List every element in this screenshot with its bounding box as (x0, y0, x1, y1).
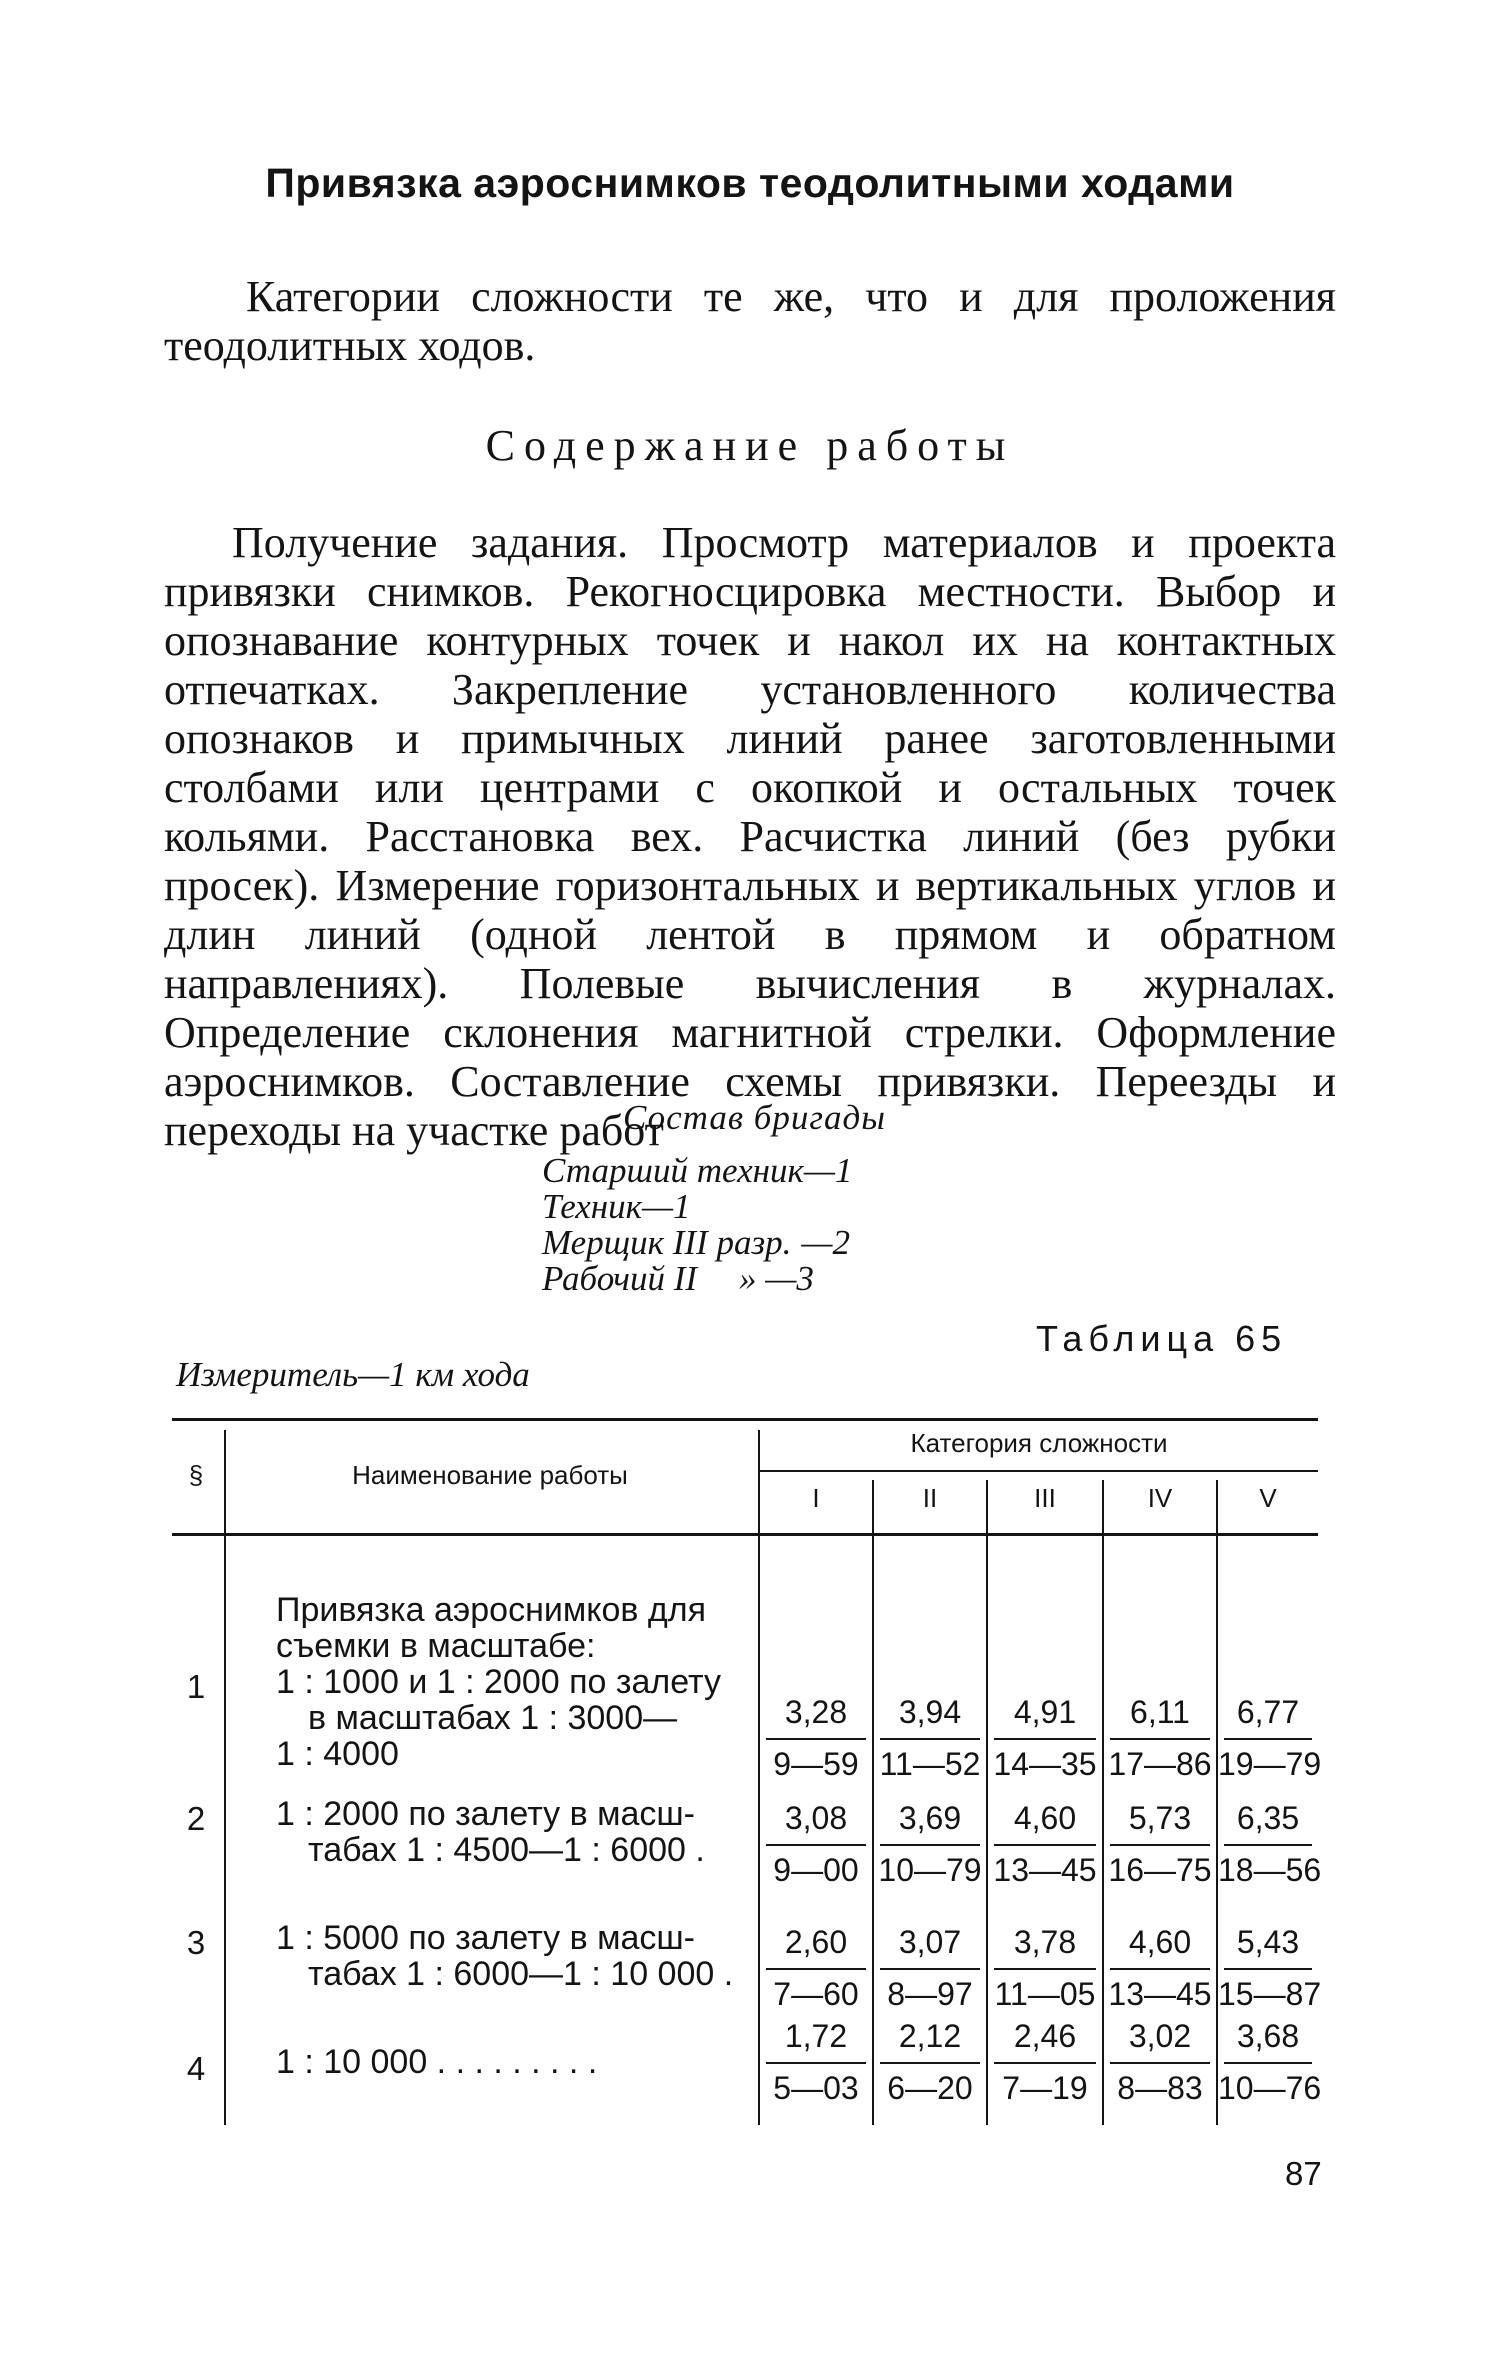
value-top: 6,77 (1236, 1694, 1300, 1730)
row-number: 2 (186, 1800, 206, 1837)
unit-label: Измеритель—1 км хода (176, 1355, 530, 1394)
section-heading: Привязка аэроснимков теодолитными ходами (265, 160, 1235, 206)
crew-count: —1 (803, 1151, 853, 1190)
value-top: 5,43 (1236, 1924, 1300, 1960)
value-bottom: 13—45 (993, 1852, 1097, 1888)
crew-role: Техник (542, 1187, 643, 1226)
fraction-rule (880, 1968, 980, 1970)
fraction-rule (766, 1968, 866, 1970)
value-top: 3,07 (898, 1924, 962, 1960)
col-rule (224, 1430, 226, 2125)
fraction-rule (880, 1844, 980, 1846)
work-name-line: 1 : 4000 (276, 1735, 399, 1773)
value-top: 2,46 (1013, 2018, 1077, 2054)
value-top: 5,73 (1128, 1800, 1192, 1836)
row-number: 4 (186, 2050, 206, 2087)
crew-count: » —3 (739, 1259, 814, 1298)
header-category: V (1259, 1483, 1277, 1513)
crew-role: Старший техник (542, 1151, 804, 1190)
table-label: Таблица 65 (1036, 1318, 1288, 1359)
work-name-line: табах 1 : 6000—1 : 10 000 . (308, 1955, 734, 1993)
value-top: 3,94 (898, 1694, 962, 1730)
fraction-rule (994, 1738, 1096, 1740)
work-intro-line: Привязка аэроснимков для (276, 1591, 706, 1629)
work-name-line: 1 : 1000 и 1 : 2000 по залету (276, 1663, 721, 1701)
value-bottom: 13—45 (1108, 1976, 1212, 2012)
row-number: 1 (186, 1668, 206, 1705)
work-intro-line: съемки в масштабе: (276, 1627, 596, 1665)
value-top: 3,02 (1128, 2018, 1192, 2054)
value-bottom: 8—83 (1117, 2070, 1203, 2106)
value-top: 3,78 (1013, 1924, 1077, 1960)
value-bottom: 7—60 (773, 1976, 859, 2012)
fraction-rule (1110, 2062, 1210, 2064)
crew-row (542, 1225, 850, 1260)
fraction-rule (994, 1968, 1096, 1970)
crew-title: Состав бригады (623, 1098, 886, 1137)
fraction-rule (1224, 2062, 1312, 2064)
work-name-line: 1 : 2000 по залету в масш- (276, 1795, 696, 1833)
value-bottom: 14—35 (993, 1746, 1097, 1782)
page-number: 87 (1285, 2155, 1322, 2192)
header-category: II (922, 1483, 938, 1513)
value-top: 1,72 (784, 2018, 848, 2054)
fraction-rule (766, 1844, 866, 1846)
value-bottom: 10—76 (1218, 2070, 1322, 2106)
crew-row (542, 1153, 852, 1188)
value-top: 4,60 (1128, 1924, 1192, 1960)
value-bottom: 16—75 (1108, 1852, 1212, 1888)
value-top: 3,68 (1236, 2018, 1300, 2054)
intro-paragraph: Категории сложности те же, что и для проложения теодолитных ходов. (164, 272, 1336, 370)
value-top: 4,60 (1013, 1800, 1077, 1836)
value-bottom: 15—87 (1218, 1976, 1322, 2012)
crew-row (542, 1261, 814, 1296)
crew-count: —1 (642, 1187, 691, 1226)
fraction-rule (766, 1738, 866, 1740)
value-top: 4,91 (1013, 1694, 1077, 1730)
fraction-rule (1110, 1968, 1210, 1970)
header-category: III (1034, 1483, 1056, 1513)
content-title: Содержание работы (485, 421, 1015, 470)
fraction-rule (1224, 1738, 1312, 1740)
value-bottom: 11—05 (994, 1976, 1096, 2012)
value-bottom: 17—86 (1108, 1746, 1212, 1782)
value-bottom: 9—00 (773, 1852, 859, 1888)
crew-role: Мерщик III разр. (542, 1223, 792, 1262)
fraction-rule (1110, 1844, 1210, 1846)
fraction-rule (994, 1844, 1096, 1846)
crew-count: —2 (801, 1223, 850, 1262)
value-bottom: 8—97 (887, 1976, 973, 2012)
crew-row (542, 1189, 691, 1224)
fraction-rule (994, 2062, 1096, 2064)
table-top-rule (172, 1418, 1318, 1421)
work-name-line: 1 : 5000 по залету в масш- (276, 1919, 696, 1957)
header-number: § (188, 1460, 204, 1490)
content-paragraph: Получение задания. Просмотр материалов и проекта привязки снимков. Рекогносцировка местности. Выбор и опознавание контурных точек и накол их на контактных отпечатках. Закрепление установленного количества опознаков и примычных линий ранее заготовленными столбами или центрами с окопкой и остальных точек кольями. Расстановка вех. Расчистка линий (без рубки просек). Измерение горизонтальных и вертикальных углов и длин линий (одной лентой в прямом и обратном направлениях). Полевые вычисления в журналах. Определение склонения магнитной стрелки. Оформление аэроснимков. Составление схемы привязки. Переезды и переходы на участке работ (164, 518, 1336, 1155)
value-bottom: 7—19 (1002, 2070, 1088, 2106)
fraction-rule (880, 2062, 980, 2064)
header-category: I (812, 1483, 820, 1513)
value-bottom: 6—20 (887, 2070, 973, 2106)
crew-role: Рабочий II (542, 1259, 698, 1298)
value-top: 2,12 (898, 2018, 962, 2054)
fraction-rule (1224, 1844, 1312, 1846)
value-top: 2,60 (784, 1924, 848, 1960)
value-top: 3,69 (898, 1800, 962, 1836)
header-bottom-rule (172, 1533, 1318, 1536)
fraction-rule (880, 1738, 980, 1740)
work-name-line: табах 1 : 4500—1 : 6000 . (308, 1831, 705, 1869)
value-bottom: 5—03 (773, 2070, 859, 2106)
value-bottom: 10—79 (878, 1852, 982, 1888)
row-number: 3 (186, 1924, 206, 1961)
value-bottom: 9—59 (773, 1746, 859, 1782)
fraction-rule (766, 2062, 866, 2064)
fraction-rule (1224, 1968, 1312, 1970)
value-bottom: 11—52 (879, 1746, 981, 1782)
value-top: 3,08 (784, 1800, 848, 1836)
work-name-line: в масштабах 1 : 3000— (308, 1699, 678, 1737)
value-bottom: 19—79 (1218, 1746, 1322, 1782)
value-top: 6,35 (1236, 1800, 1300, 1836)
fraction-rule (1110, 1738, 1210, 1740)
value-top: 6,11 (1130, 1694, 1190, 1730)
header-name: Наименование работы (352, 1460, 628, 1490)
value-top: 3,28 (784, 1694, 848, 1730)
category-rule (760, 1470, 1318, 1472)
header-category: IV (1147, 1483, 1173, 1513)
work-name-line: 1 : 10 000 . . . . . . . . . (276, 2043, 598, 2081)
value-bottom: 18—56 (1218, 1852, 1322, 1888)
header-category-group: Категория сложности (910, 1428, 1168, 1458)
